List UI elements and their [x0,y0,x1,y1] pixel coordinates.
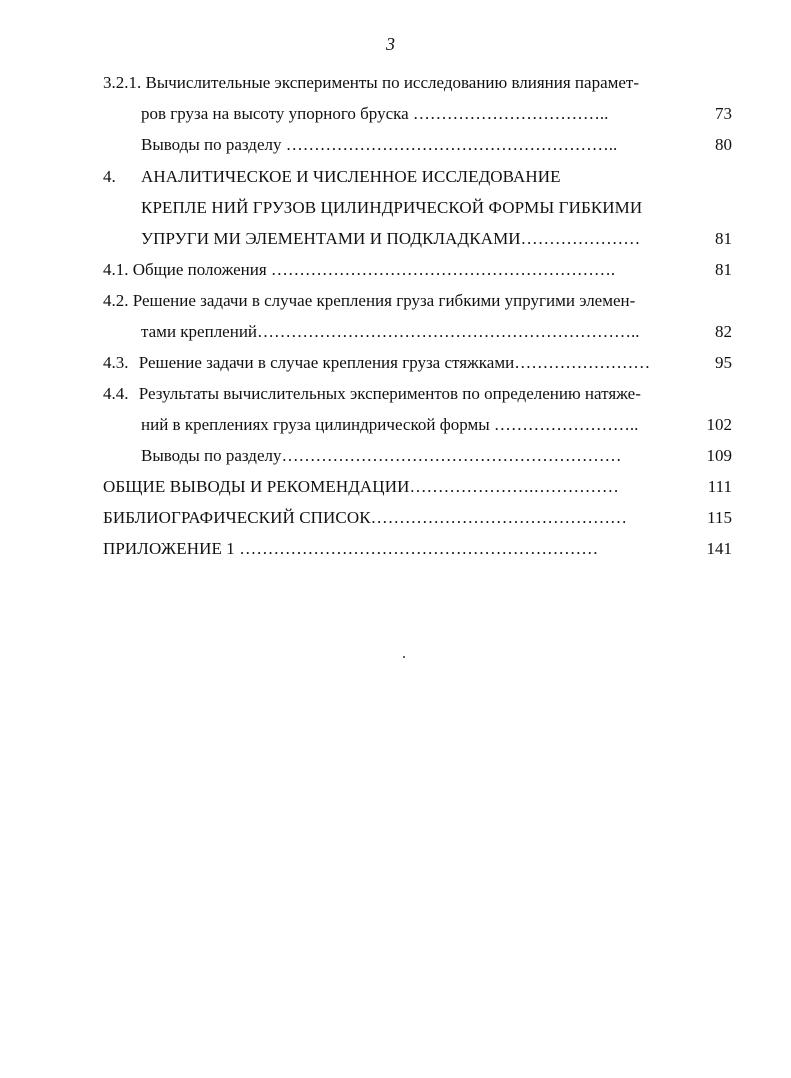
toc-entry-number: 4.2. [103,291,129,310]
toc-entry-4-3 [103,353,650,373]
toc-entry-number: 4.1. [103,260,129,279]
toc-entry-page: 73 [715,104,732,123]
toc-entry-4-line3: УПРУГИ МИ ЭЛЕМЕНТАМИ И ПОДКЛАДКАМИ………………… [141,229,641,248]
toc-entry-page: 81 [715,229,732,248]
page-number: 3 [386,34,395,54]
toc-entry-title: Решение задачи в случае крепления груза стяжками…………………… [138,353,651,372]
toc-entry-page: 115 [707,508,732,527]
toc-entry-3-2-1-line1 [103,73,639,93]
toc-entry-number: 3.2.1. [103,73,142,92]
toc-entry-number: 4. [103,167,116,186]
toc-entry-title: Результаты вычислительных экспериментов по определению натяже- [138,384,641,403]
scan-speck [403,656,405,658]
toc-entry-4-4-line1 [103,384,641,404]
toc-entry-page: 95 [715,353,732,372]
toc-entry-page: 81 [715,260,732,279]
toc-entry-4-1 [103,260,615,280]
toc-entry-4-2-line1 [103,291,635,311]
toc-entry-4-line2: КРЕПЛЕ НИЙ ГРУЗОВ ЦИЛИНДРИЧЕСКОЙ ФОРМЫ ГИБКИМИ [141,198,643,217]
toc-entry-number: 4.4. [103,384,129,403]
toc-entry-page: 102 [706,415,732,434]
toc-entry-3-2-1-line2: ров груза на высоту упорного бруска …………………………….. [141,104,609,123]
toc-entry-page: 82 [715,322,732,341]
toc-entry-general-conclusions: ОБЩИЕ ВЫВОДЫ И РЕКОМЕНДАЦИИ………………….…………… [103,477,619,496]
toc-entry-page: 109 [706,446,732,465]
toc-entry-title: Вычислительные эксперименты по исследованию влияния парамет- [145,73,640,92]
toc-entry-4-2-line2: тами креплений………………………………………………………….. [141,322,640,341]
toc-entry-bibliography: БИБЛИОГРАФИЧЕСКИЙ СПИСОК……………………………………… [103,508,628,527]
toc-entry-number: 4.3. [103,353,129,372]
toc-entry-appendix-1: ПРИЛОЖЕНИЕ 1 ……………………………………………………… [103,539,599,558]
toc-entry-page: 111 [707,477,732,496]
toc-entry-page: 141 [706,539,732,558]
toc-entry-title: Решение задачи в случае крепления груза гибкими упругими элемен- [132,291,636,310]
toc-entry-conclusions-4: Выводы по разделу…………………………………………………… [141,446,622,465]
toc-entry-4-line1: АНАЛИТИЧЕСКОЕ И ЧИСЛЕННОЕ ИССЛЕДОВАНИЕ [141,167,561,186]
toc-entry-page: 80 [715,135,732,154]
toc-entry-4-4-line2: ний в креплениях груза цилиндрической формы …………………….. [141,415,639,434]
toc-entry-conclusions-3: Выводы по разделу ………………………………………………….. [141,135,618,154]
toc-entry-title: Общие положения ……………………………………………………. [132,260,616,279]
